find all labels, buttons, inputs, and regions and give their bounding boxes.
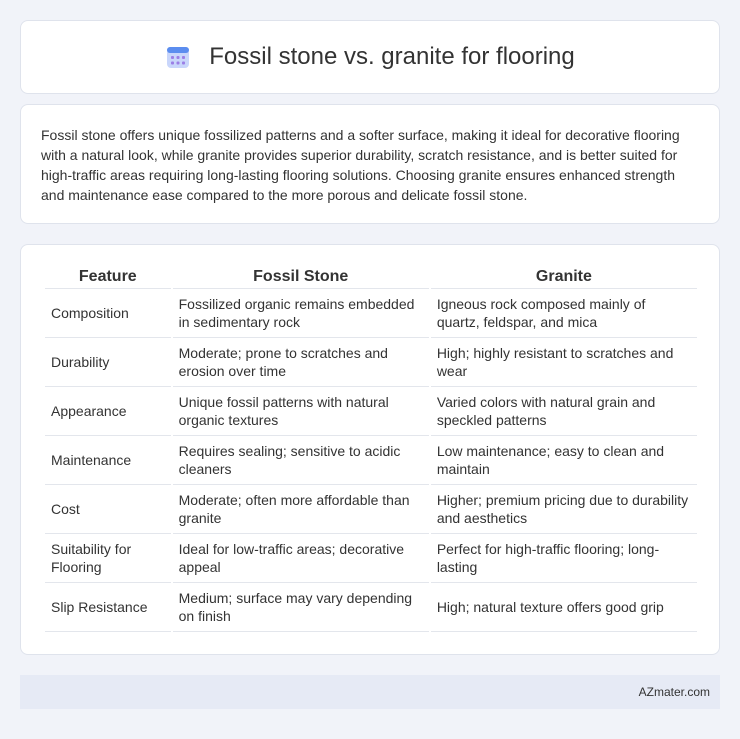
summary-card [20,104,720,224]
granite-cell: High; highly resistant to scratches and wear [431,338,697,387]
fossil-stone-cell: Ideal for low-traffic areas; decorative appeal [173,534,429,583]
table-row [45,289,697,338]
header-granite: Granite [431,265,697,289]
footer-bar [20,675,720,709]
fossil-stone-cell: Medium; surface may vary depending on finish [173,583,429,632]
table-row [45,338,697,387]
granite-cell: Igneous rock composed mainly of quartz, feldspar, and mica [431,289,697,338]
fossil-stone-cell: Fossilized organic remains embedded in sedimentary rock [173,289,429,338]
header-fossil-stone: Fossil Stone [173,265,429,289]
granite-cell: Perfect for high-traffic flooring; long-lasting [431,534,697,583]
table-row [45,436,697,485]
feature-cell: Maintenance [45,436,171,485]
feature-cell: Appearance [45,387,171,436]
table-header-row [45,265,697,289]
page-title: Fossil stone vs. granite for flooring [209,43,575,70]
feature-cell: Slip Resistance [45,583,171,632]
comparison-card [20,244,720,655]
table-row [45,387,697,436]
feature-cell: Suitability for Flooring [45,534,171,583]
fossil-stone-cell: Unique fossil patterns with natural organic textures [173,387,429,436]
footer-brand: AZmater.com [638,685,710,699]
table-row [45,583,697,632]
feature-cell: Durability [45,338,171,387]
table-row [45,485,697,534]
summary-text: Fossil stone offers unique fossilized patterns and a softer surface, making it ideal for decorative flooring with a natural look, while granite provides superior durability, scratch resistance, and is better suited for high-traffic areas requiring long-lasting flooring solutions. Choosing granite ensures enhanced strength and maintenance ease compared to the more porous and delicate fossil stone. [41,127,680,203]
calendar-icon [165,44,191,70]
fossil-stone-cell: Requires sealing; sensitive to acidic cleaners [173,436,429,485]
granite-cell: Higher; premium pricing due to durability and aesthetics [431,485,697,534]
granite-cell: Low maintenance; easy to clean and maintain [431,436,697,485]
feature-cell: Composition [45,289,171,338]
header-feature: Feature [45,265,171,289]
granite-cell: Varied colors with natural grain and speckled patterns [431,387,697,436]
table-row [45,534,697,583]
fossil-stone-cell: Moderate; often more affordable than granite [173,485,429,534]
granite-cell: High; natural texture offers good grip [431,583,697,632]
fossil-stone-cell: Moderate; prone to scratches and erosion over time [173,338,429,387]
feature-cell: Cost [45,485,171,534]
comparison-table [43,265,699,632]
title-card [20,20,720,94]
